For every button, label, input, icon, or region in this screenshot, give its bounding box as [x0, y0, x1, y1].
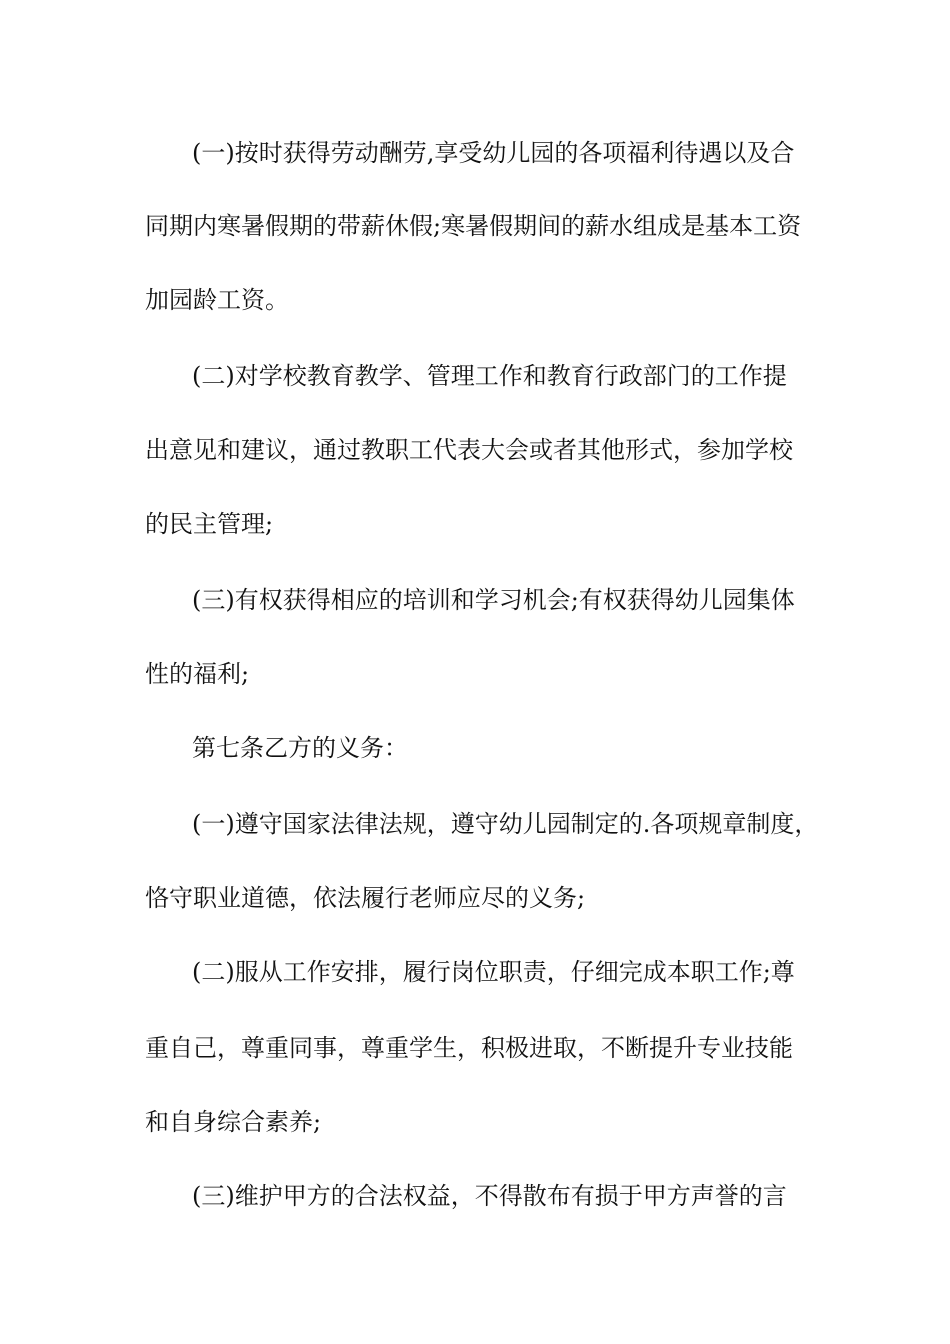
paragraph-line: 和自身综合素养; — [145, 1108, 322, 1136]
paragraph-line: 加园龄工资。 — [145, 286, 289, 314]
paragraph-line: 同期内寒暑假期的带薪休假;寒暑假期间的薪水组成是基本工资 — [145, 212, 802, 240]
paragraph-line: (二)对学校教育教学、管理工作和教育行政部门的工作提 — [192, 362, 787, 390]
paragraph-line: (三)有权获得相应的培训和学习机会;有权获得幼儿园集体 — [192, 586, 795, 614]
paragraph-line: (一)按时获得劳动酬劳,享受幼儿园的各项福利待遇以及合 — [192, 139, 795, 167]
paragraph-line: (二)服从工作安排，履行岗位职责，仔细完成本职工作;尊 — [192, 958, 795, 986]
paragraph-line: 出意见和建议，通过教职工代表大会或者其他形式，参加学校 — [145, 436, 793, 464]
paragraph-line: 的民主管理; — [145, 510, 274, 538]
article-heading: 第七条乙方的义务： — [192, 734, 408, 762]
paragraph-line: (一)遵守国家法律法规，遵守幼儿园制定的.各项规章制度， — [192, 810, 819, 838]
paragraph-line: 重自己，尊重同事，尊重学生，积极进取，不断提升专业技能 — [145, 1034, 793, 1062]
paragraph-line: (三)维护甲方的合法权益，不得散布有损于甲方声誉的言 — [192, 1182, 787, 1210]
paragraph-line: 恪守职业道德，依法履行老师应尽的义务; — [145, 884, 586, 912]
paragraph-line: 性的福利; — [145, 660, 250, 688]
